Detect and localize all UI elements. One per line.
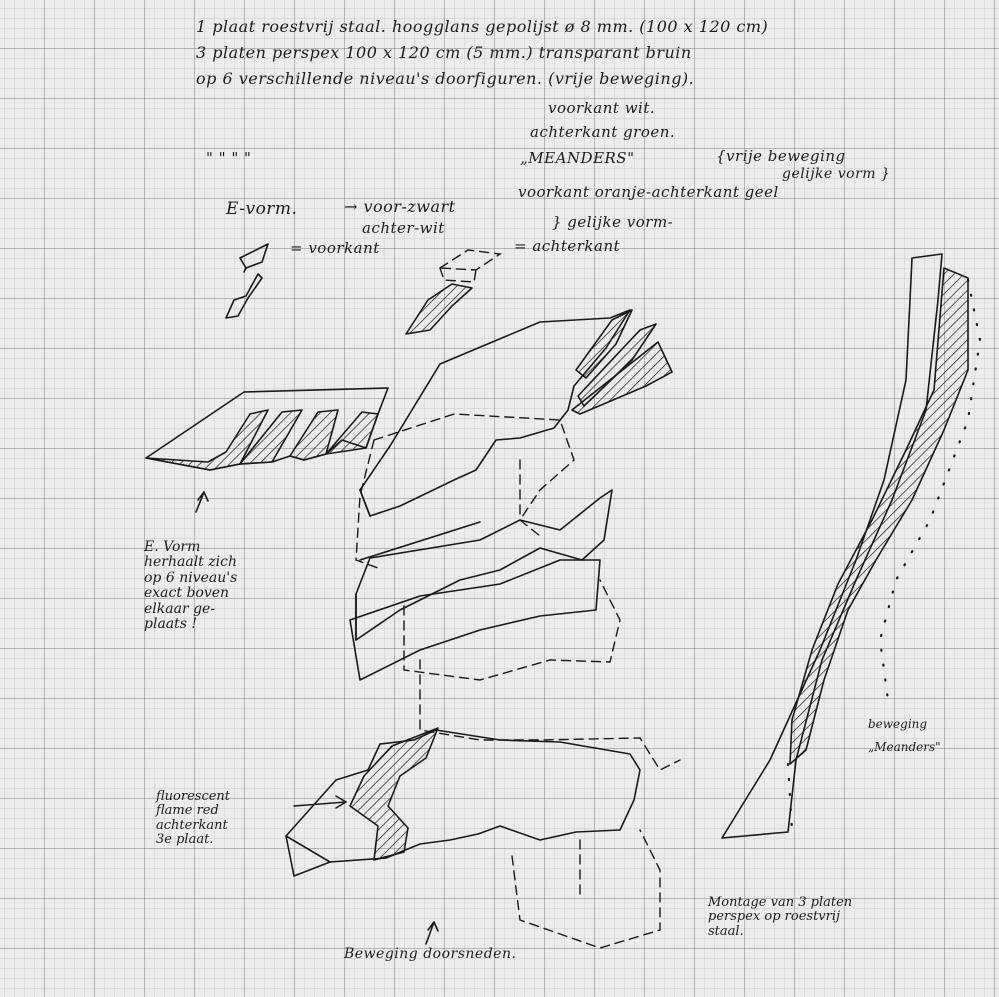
note-voor-zwart: → voor-zwart xyxy=(344,197,456,216)
note-ditto-marks: " " " " xyxy=(206,149,252,167)
annotation-line: 3e plaat. xyxy=(156,831,214,847)
note-achterkant-groen: achterkant groen. xyxy=(530,123,676,141)
note-achter-wit: achter-wit xyxy=(362,219,445,237)
arrow-up-icon xyxy=(196,492,208,512)
annotation-line: flame red xyxy=(156,803,219,819)
annotation-e-vorm-repeats xyxy=(144,540,237,632)
note-e-vorm: E-vorm. xyxy=(226,199,298,219)
annotation-line: exact boven xyxy=(144,585,230,602)
annotation-line: „Meanders" xyxy=(868,740,941,755)
annotation-line: beweging xyxy=(868,717,928,731)
note-line-2: 3 platen perspex 100 x 120 cm (5 mm.) transparant bruin xyxy=(196,43,692,62)
annotation-line: perspex op roestvrij xyxy=(708,909,841,925)
note-voorkant: = voorkant xyxy=(290,239,380,257)
note-voorkant-wit: voorkant wit. xyxy=(548,99,656,117)
note-achterkant: = achterkant xyxy=(514,237,621,255)
legend-glyphs xyxy=(226,244,500,334)
annotation-line: op 6 niveau's xyxy=(144,569,238,586)
annotation-line: achterkant xyxy=(156,817,228,833)
caption-beweging-doorsneden: Beweging doorsneden. xyxy=(344,946,517,962)
annotation-line: staal. xyxy=(708,923,744,939)
meander-stack xyxy=(286,310,680,948)
tall-meander-form xyxy=(722,254,980,838)
annotation-line: E. Vorm xyxy=(144,539,201,555)
note-line-1: 1 plaat roestvrij staal. hoogglans gepolijst ø 8 mm. (100 x 120 cm) xyxy=(196,17,769,36)
note-vrije-beweging: {vrije beweging xyxy=(716,147,846,165)
annotation-fluorescent xyxy=(156,790,230,847)
arrow-up-caption-icon xyxy=(426,922,438,944)
annotation-line: elkaar ge- xyxy=(144,600,216,617)
note-line-3: op 6 verschillende niveau's doorfiguren. (vrije beweging). xyxy=(196,69,695,88)
annotation-line: plaats ! xyxy=(144,615,198,632)
note-gelijke-vorm-2: } gelijke vorm- xyxy=(552,213,674,231)
annotation-montage xyxy=(708,896,852,939)
annotation-beweging-meanders xyxy=(868,718,941,754)
annotation-line: fluorescent xyxy=(156,789,231,804)
note-voorkant-oranje: voorkant oranje-achterkant geel xyxy=(518,183,779,201)
note-gelijke-vorm: gelijke vorm } xyxy=(782,166,891,182)
note-meanders: „MEANDERS" xyxy=(520,149,635,167)
annotation-line: herhaalt zich xyxy=(144,554,237,571)
annotation-line: Montage van 3 platen xyxy=(708,895,853,910)
e-shape-slab xyxy=(146,388,388,470)
